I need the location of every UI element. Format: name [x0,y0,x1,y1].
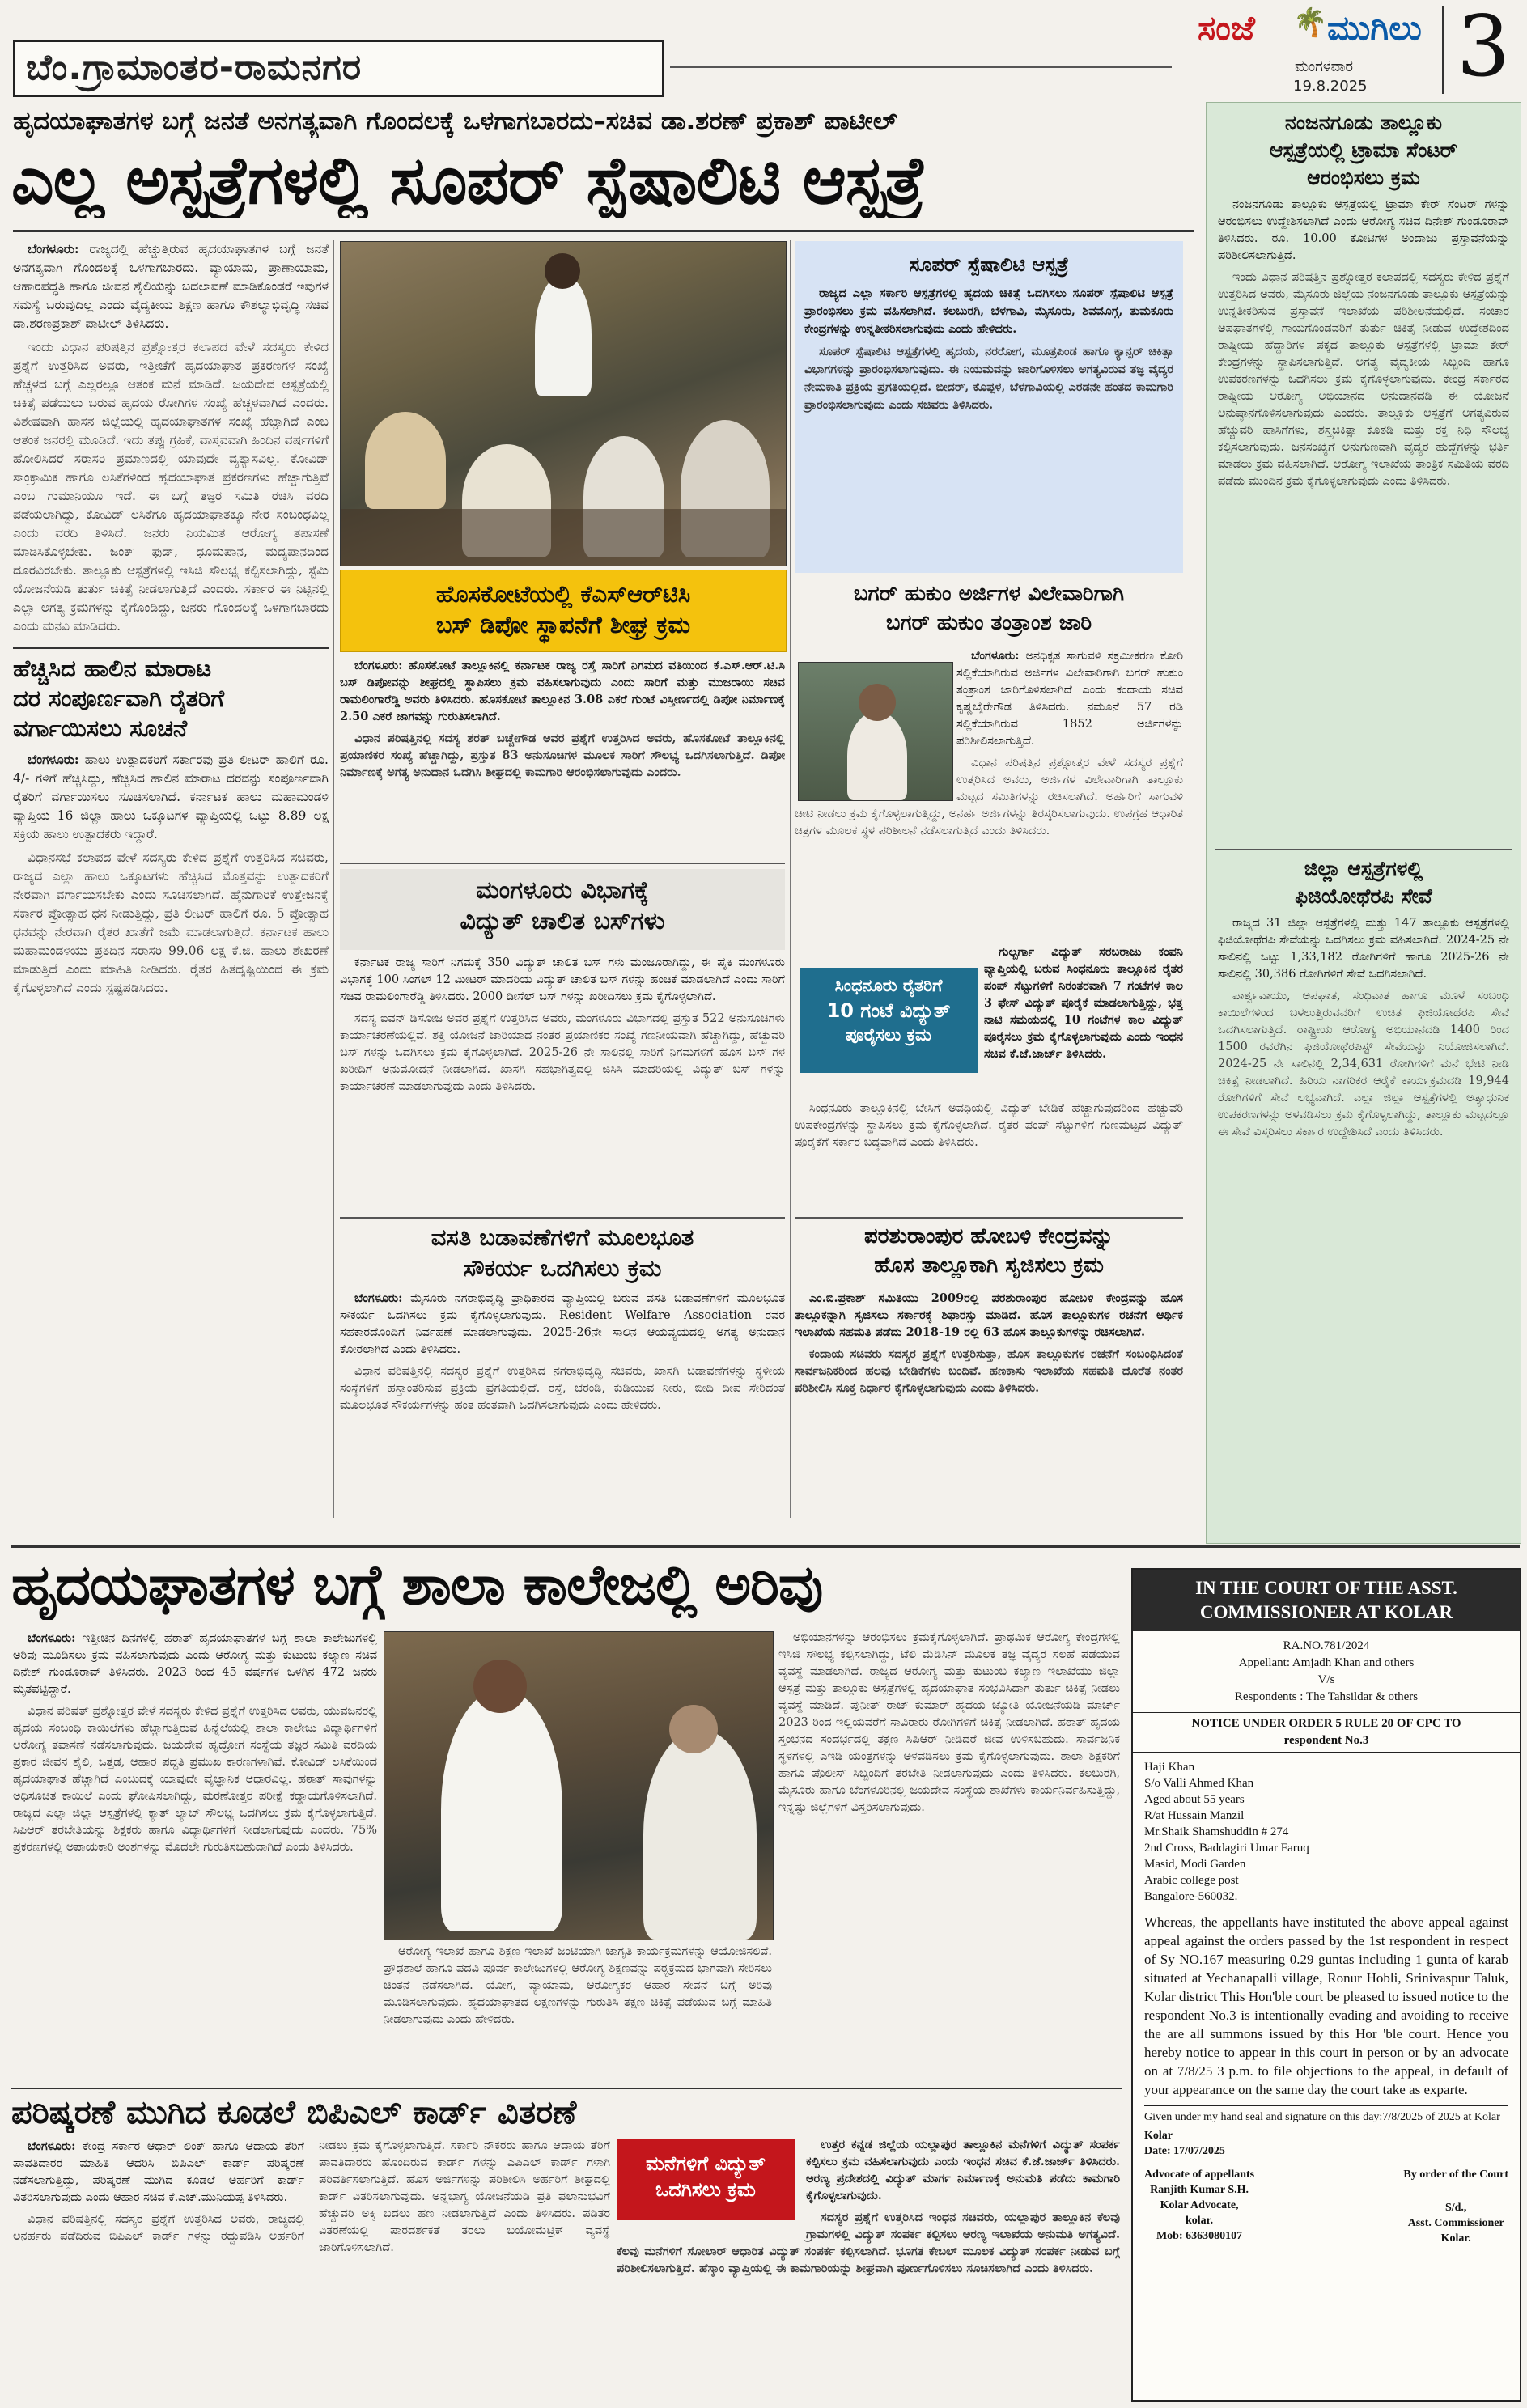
milk-headline-line1: ಹೆಚ್ಚಿಸಿದ ಹಾಲಿನ ಮಾರಾಟ [13,655,212,682]
lead-headline: ಎಲ್ಲ ಅಸ್ಪತ್ರೆಗಳಲ್ಲಿ ಸೂಪರ್ ಸ್ಪೆಷಾಲಿಟಿ ಆಸ್ಪತ್ರೆ [11,144,925,218]
electricity-story [617,2136,1120,2397]
court-case-no: RA.NO.781/2024 [1283,1639,1370,1652]
heart-school-body-continued: ವಿಧಾನ ಪರಿಷತ್ ಪ್ರಶ್ನೋತ್ತರ ವೇಳೆ ಸದಸ್ಯರು ಕೇಳಿದ ಪ್ರಶ್ನೆಗೆ ಉತ್ತರಿಸಿದ ಅವರು, ಯುವಜನರಲ್ಲಿ ಹೃದಯ ಸಂಬಂಧಿ ಕಾಯಿಲೆಗಳು ಹೆಚ್ಚಾಗುತ್ತಿರುವ ಹಿನ್ನೆಲೆಯಲ್ಲಿ ಶಾಲಾ ಕಾಲೇಜು ವಿದ್ಯಾರ್ಥಿಗಳಿಗೆ ಆರೋಗ್ಯ ತಪಾಸಣೆ ನಡೆಸಲಾಗುವುದು. ಜಯದೇವ ಹೃದ್ರೋಗ ಸಂಸ್ಥೆಯ ತಜ್ಞರ ಸಮಿತಿ ವರದಿಯ ಪ್ರಕಾರ ಜೀವನ ಶೈಲಿ, ಒತ್ತಡ, ಆಹಾರ ಪದ್ಧತಿ ಪ್ರಮುಖ ಕಾರಣಗಳಾಗಿವೆ. ಕೋವಿಡ್ ಲಸಿಕೆಯಿಂದ ಹೃದಯಾಘಾತ ಹೆಚ್ಚಾಗಿದೆ ಎಂಬುದಕ್ಕೆ ಯಾವುದೇ ವೈಜ್ಞಾನಿಕ ಆಧಾರವಿಲ್ಲ. ಹಠಾತ್ ಸಾವುಗಳನ್ನು ಅಧಿಸೂಚಿತ ಕಾಯಿಲೆ ಎಂದು ಘೋಷಿಸಲಾಗಿದ್ದು, ಮರಣೋತ್ತರ ಪರೀಕ್ಷೆ ಕಡ್ಡಾಯಗೊಳಿಸಲಾಗಿದೆ. ರಾಜ್ಯದ ಎಲ್ಲಾ ಜಿಲ್ಲಾ ಆಸ್ಪತ್ರೆಗಳಲ್ಲಿ ಕ್ಯಾತ್ ಲ್ಯಾಬ್ ಸೌಲಭ್ಯ ಒದಗಿಸಲು ಕ್ರಮ ಕೈಗೊಳ್ಳಲಾಗುತ್ತಿದೆ. ಸಿಪಿಆರ್ ತರಬೇತಿಯನ್ನು ಶಿಕ್ಷಕರು ಹಾಗೂ ವಿದ್ಯಾರ್ಥಿಗಳಿಗೆ ನೀಡಲಾಗುವುದು ಎಂದರು. 75% ಪ್ರಕರಣಗಳಲ್ಲಿ ಅಪಾಯಕಾರಿ ಅಂಶಗಳನ್ನು ಮೊದಲೇ ಗುರುತಿಸಬಹುದಾಗಿದೆ ಎಂದು ತಿಳಿಸಿದರು. [13,1705,377,1854]
court-address [1133,1759,1520,1905]
heart-school-body: ಇತ್ತೀಚಿನ ದಿನಗಳಲ್ಲಿ ಹಠಾತ್ ಹೃದಯಾಘಾತಗಳ ಬಗ್ಗೆ ಶಾಲಾ ಕಾಲೇಜುಗಳಲ್ಲಿ ಅರಿವು ಮೂಡಿಸಲು ಕ್ರಮ ವಹಿಸಲಾಗುವುದು ಎಂದು ಆರೋಗ್ಯ ಮತ್ತು ಕುಟುಂಬ ಕಲ್ಯಾಣ ಸಚಿವ ದಿನೇಶ್ ಗುಂಡೂರಾವ್ ತಿಳಿಸಿದರು. 2023 ರಿಂದ 45 ವರ್ಷಗಳ ಒಳಗಿನ 472 ಜನರು ಮೃತಪಟ್ಟಿದ್ದಾರೆ. [13,1632,377,1696]
nanjangud-headline-line1: ನಂಜನಗೂಡು ತಾಲ್ಲೂಕು [1284,111,1443,134]
super-specialty-box [795,241,1183,573]
mangaluru-headline-box [340,869,785,950]
physio-body: ರಾಜ್ಯದ 31 ಜಿಲ್ಲಾ ಆಸ್ಪತ್ರೆಗಳಲ್ಲಿ ಮತ್ತು 147 ತಾಲ್ಲೂಕು ಆಸ್ಪತ್ರೆಗಳಲ್ಲಿ ಫಿಜಿಯೋಥೆರಪಿ ಸೇವೆಯನ್ನು ಒದಗಿಸಲು ಕ್ರಮ ವಹಿಸಲಾಗಿದೆ. 2024-25 ನೇ ಸಾಲಿನಲ್ಲಿ ಒಟ್ಟು 1,33,182 ರೋಗಿಗಳಿಗೆ ಹಾಗೂ 2025-26 ನೇ ಸಾಲಿನಲ್ಲಿ 30,386 ರೋಗಿಗಳಿಗೆ ಸೇವೆ ಒದಗಿಸಲಾಗಿದೆ. [1218,917,1509,981]
court-vs: V/s [1317,1673,1335,1686]
heart-school-story-col2: ಆರೋಗ್ಯ ಇಲಾಖೆ ಹಾಗೂ ಶಿಕ್ಷಣ ಇಲಾಖೆ ಜಂಟಿಯಾಗಿ ಜಾಗೃತಿ ಕಾರ್ಯಕ್ರಮಗಳನ್ನು ಆಯೋಜಿಸಲಿವೆ. ಪ್ರೌಢಶಾಲೆ ಹಾಗೂ ಪದವಿ ಪೂರ್ವ ಕಾಲೇಜುಗಳಲ್ಲಿ ಆರೋಗ್ಯ ಶಿಕ್ಷಣವನ್ನು ಪಠ್ಯಕ್ರಮದ ಭಾಗವಾಗಿ ಸೇರಿಸಲು ಚಿಂತನೆ ನಡೆಸಲಾಗಿದೆ. ಯೋಗ, ವ್ಯಾಯಾಮ, ಆರೋಗ್ಯಕರ ಆಹಾರ ಸೇವನೆ ಬಗ್ಗೆ ಅರಿವು ಮೂಡಿಸಲಾಗುವುದು. ಹೃದಯಾಘಾತದ ಲಕ್ಷಣಗಳನ್ನು ಗುರುತಿಸಿ ತಕ್ಷಣ ಚಿಕಿತ್ಸೆ ಪಡೆಯುವ ಬಗ್ಗೆ ಮಾಹಿತಿ ನೀಡಲಾಗುವುದು ಎಂದು ಹೇಳಿದರು. [384,1945,772,2026]
mangaluru-body: ಕರ್ನಾಟಕ ರಾಜ್ಯ ಸಾರಿಗೆ ನಿಗಮಕ್ಕೆ 350 ವಿದ್ಯುತ್ ಚಾಲಿತ ಬಸ್ ಗಳು ಮಂಜೂರಾಗಿದ್ದು, ಈ ಪೈಕಿ ಮಂಗಳೂರು ವಿಭಾಗಕ್ಕೆ 100 ಸಿಂಗಲ್ 12 ಮೀಟರ್ ಮಾದರಿಯ ವಿದ್ಯುತ್ ಚಾಲಿತ ಬಸ್ ಗಳನ್ನು ಹಂಚಿಕೆ ಮಾಡಲಾಗಿದೆ ಎಂದು ಸಾರಿಗೆ ಸಚಿವ ರಾಮಲಿಂಗಾರೆಡ್ಡಿ ತಿಳಿಸಿದರು. 2000 ಡೀಸೆಲ್ ಬಸ್ ಗಳನ್ನು ಖರೀದಿಸಲು ಕ್ರಮ ಕೈಗೊಳ್ಳಲಾಗಿದೆ. [340,956,785,1003]
palm-icon: 🌴 [1293,6,1328,39]
court-date: Date: 17/07/2025 [1144,2145,1225,2157]
sindhanur-line3: ಪೂರೈಸಲು ಕ್ರಮ [846,1025,931,1045]
court-header [1133,1570,1520,1631]
bagar-headline-line2: ಬಗರ್ ಹುಕುಂ ತಂತ್ರಾಂಶ ಜಾರಿ [885,611,1092,635]
hostel-headline [340,1222,785,1287]
physio-headline-line2: ಫಿಜಿಯೋಥೆರಪಿ ಸೇವೆ [1295,884,1432,908]
bagar-body: ಅನಧಿಕೃತ ಸಾಗುವಳಿ ಸಕ್ರಮೀಕರಣ ಕೋರಿ ಸಲ್ಲಿಕೆಯಾಗಿರುವ ಅರ್ಜಿಗಳ ವಿಲೇವಾರಿಗಾಗಿ ಬಗರ್ ಹುಕುಂ ತಂತ್ರಾಂಶ ಜಾರಿಗೊಳಿಸಲಾಗಿದೆ ಎಂದು ಕಂದಾಯ ಸಚಿವ ಕೃಷ್ಣಬೈರೇಗೌಡ ತಿಳಿಸಿದರು. ನಮೂನೆ 57 ರಡಿ ಸಲ್ಲಿಕೆಯಾಗಿರುವ 1852 ಅರ್ಜಿಗಳನ್ನು ಪರಿಶೀಲಿಸಲಾಗುತ್ತಿದೆ. [956,650,1183,748]
mangaluru-body-continued: ಸದಸ್ಯ ಐವನ್ ಡಿಸೋಜ ಅವರ ಪ್ರಶ್ನೆಗೆ ಉತ್ತರಿಸಿದ ಅವರು, ಮಂಗಳೂರು ವಿಭಾಗದಲ್ಲಿ ಪ್ರಸ್ತುತ 522 ಅನುಸೂಚಿಗಳು ಕಾರ್ಯಾಚರಣೆಯಲ್ಲಿವೆ. ಶಕ್ತಿ ಯೋಜನೆ ಜಾರಿಯಾದ ನಂತರ ಪ್ರಯಾಣಿಕರ ಸಂಖ್ಯೆ ಗಣನೀಯವಾಗಿ ಹೆಚ್ಚಾಗಿದ್ದು, ಹೆಚ್ಚುವರಿ ಬಸ್ ಗಳನ್ನು ಒದಗಿಸಲು ಕ್ರಮ ಕೈಗೊಳ್ಳಲಾಗಿದೆ. 2025-26 ನೇ ಸಾಲಿನಲ್ಲಿ ಸಾರಿಗೆ ನಿಗಮಗಳಿಗೆ ಹೊಸ ಬಸ್ ಗಳ ಖರೀದಿಗೆ ಅನುಮೋದನೆ ನೀಡಲಾಗಿದೆ. ಖಾಸಗಿ ಸಹಭಾಗಿತ್ವದಲ್ಲಿ ಜಿಸಿಸಿ ಮಾದರಿಯಲ್ಲಿ ವಿದ್ಯುತ್ ಬಸ್ ಗಳನ್ನು ಕಾರ್ಯಾಚರಣೆ ಮಾಡಲಾಗುವುದು ಎಂದು ತಿಳಿಸಿದರು. [340,1012,785,1093]
court-body: Whereas, the appellants have instituted the above appeal against appeal against the orders passed by the 1st respondent in respect of Sy NO.167 measuring 0.29 guntas including 1 gunta of karab situated at Yechanapalli village, Ronur Hobli, Srinivaspur Taluk, Kolar district This Hon'ble court be pleased to issued notice to the respondent No.3 is intentionally evading and avoiding to receive the are all summons issued by this Hor 'ble court. Hence you hereby notice to appear in this court in person or by an advocate on at 7/8/25 3 p.m. to file objections to the appeal, in default of your appearance on the same day the court take as exparte. [1144,1914,1508,2097]
court-given: Given under my hand seal and signature on this day:7/8/2025 of 2025 at Kolar [1144,2111,1500,2123]
order-sd: S/d., [1444,2202,1467,2214]
physio-headline-line1: ಜಿಲ್ಲಾ ಆಸ್ಪತ್ರೆಗಳಲ್ಲಿ [1304,857,1423,880]
milk-headline-line2: ದರ ಸಂಪೂರ್ಣವಾಗಿ ರೈತರಿಗೆ [13,685,225,712]
heart-school-dateline: ಬೆಂಗಳೂರು: [28,1631,76,1645]
sindhanur-line2: 10 ಗಂಟೆ ವಿದ್ಯುತ್ [826,999,951,1022]
mangaluru-headline-line1: ಮಂಗಳೂರು ವಿಭಾಗಕ್ಕೆ [476,876,649,905]
electricity-body-continued: ಸದಸ್ಯರ ಪ್ರಶ್ನೆಗೆ ಉತ್ತರಿಸಿದ ಇಂಧನ ಸಚಿವರು, ಯಲ್ಲಾಪುರ ತಾಲ್ಲೂಕಿನ ಕೆಲವು ಗ್ರಾಮಗಳಲ್ಲಿ ವಿದ್ಯುತ್ ಸಂಪರ್ಕ ಕಲ್ಪಿಸಲು ಅರಣ್ಯ ಇಲಾಖೆಯ ಅನುಮತಿ ಅಗತ್ಯವಿದೆ. ಕೆಲವು ಮನೆಗಳಿಗೆ ಸೋಲಾರ್ ಆಧಾರಿತ ವಿದ್ಯುತ್ ಸಂಪರ್ಕ ಕಲ್ಪಿಸಲಾಗಿದೆ. ಭೂಗತ ಕೇಬಲ್ ಮೂಲಕ ವಿದ್ಯುತ್ ಸಂಪರ್ಕ ನೀಡುವ ಬಗ್ಗೆ ಪರಿಶೀಲಿಸಲಾಗುತ್ತಿದೆ. ಹೆಸ್ಕಾಂ ವ್ಯಾಪ್ತಿಯಲ್ಲಿ ಈ ಕಾಮಗಾರಿಯನ್ನು ಶೀಘ್ರವಾಗಿ ಪೂರ್ಣಗೊಳಿಸಲು ಸೂಚಿಸಲಾಗಿದೆ ಎಂದು ತಿಳಿಸಿದರು. [617,2211,1120,2275]
hoskote-headline-line1: ಹೊಸಕೋಟೆಯಲ್ಲಿ ಕೆಎಸ್‌ಆರ್‌ಟಿಸಿ [435,580,691,608]
hoskote-story [340,657,785,859]
order-label: By order of the Court [1403,2168,1508,2181]
parashurampura-headline-line1: ಪರಶುರಾಂಪುರ ಹೋಬಳಿ ಕೇಂದ್ರವನ್ನು [864,1224,1113,1249]
address-line: Haji Khan [1144,1761,1195,1774]
address-line: S/o Valli Ahmed Khan [1144,1777,1254,1790]
parashurampura-body-continued: ಕಂದಾಯ ಸಚಿವರು ಸದಸ್ಯರ ಪ್ರಶ್ನೆಗೆ ಉತ್ತರಿಸುತ್ತಾ, ಹೊಸ ತಾಲ್ಲೂಕುಗಳ ರಚನೆಗೆ ಸಂಬಂಧಿಸಿದಂತೆ ಸಾರ್ವಜನಿಕರಿಂದ ಹಲವು ಬೇಡಿಕೆಗಳು ಬಂದಿವೆ. ಹಣಕಾಸು ಇಲಾಖೆಯ ಸಹಮತಿ ದೊರೆತ ನಂತರ ಪರಿಶೀಲಿಸಿ ಸೂಕ್ತ ನಿರ್ಧಾರ ಕೈಗೊಳ್ಳಲಾಗುವುದು ಎಂದು ತಿಳಿಸಿದರು. [795,1347,1183,1395]
assembly-photo [340,241,787,566]
bpl-body-continued: ವಿಧಾನ ಪರಿಷತ್ತಿನಲ್ಲಿ ಸದಸ್ಯರ ಪ್ರಶ್ನೆಗೆ ಉತ್ತರಿಸಿದ ಅವರು, ರಾಜ್ಯದಲ್ಲಿ ಅನರ್ಹರು ಪಡೆದಿರುವ ಬಿಪಿಎಲ್ ಕಾರ್ಡ್ ಗಳನ್ನು ರದ್ದುಪಡಿಸಿ ಅರ್ಹರಿಗೆ ನೀಡಲು ಕ್ರಮ ಕೈಗೊಳ್ಳಲಾಗುತ್ತಿದೆ. ಸರ್ಕಾರಿ ನೌಕರರು ಹಾಗೂ ಆದಾಯ ತೆರಿಗೆ ಪಾವತಿದಾರರು ಹೊಂದಿರುವ ಕಾರ್ಡ್ ಗಳನ್ನು ಎಪಿಎಲ್ ಕಾರ್ಡ್ ಗಳಾಗಿ ಪರಿವರ್ತಿಸಲಾಗುತ್ತಿದೆ. ಹೊಸ ಅರ್ಜಿಗಳನ್ನು ಪರಿಶೀಲಿಸಿ ಅರ್ಹರಿಗೆ ಶೀಘ್ರದಲ್ಲಿ ಕಾರ್ಡ್ ವಿತರಿಸಲಾಗುವುದು. ಅನ್ನಭಾಗ್ಯ ಯೋಜನೆಯಡಿ ಪ್ರತಿ ಫಲಾನುಭವಿಗೆ ಹೆಚ್ಚುವರಿ ಅಕ್ಕಿ ಬದಲು ಹಣ ನೀಡಲಾಗುತ್ತಿದೆ ಎಂದು ತಿಳಿಸಿದರು. ಪಡಿತರ ವಿತರಣೆಯಲ್ಲಿ ಪಾರದರ್ಶಕತೆ ತರಲು ಬಯೋಮೆಟ್ರಿಕ್ ವ್ಯವಸ್ಥೆ ಜಾರಿಗೊಳಿಸಲಾಗಿದೆ. [13,2139,610,2254]
masthead-rule [670,66,1172,68]
lead-body: ರಾಜ್ಯದಲ್ಲಿ ಹೆಚ್ಚುತ್ತಿರುವ ಹೃದಯಾಘಾತಗಳ ಬಗ್ಗೆ ಜನತೆ ಅನಗತ್ಯವಾಗಿ ಗೊಂದಲಕ್ಕೆ ಒಳಗಾಗಬಾರದು. ವ್ಯಾಯಾಮ, ಪ್ರಾಣಾಯಾಮ, ಆಹಾರಪದ್ಧತಿ ಹಾಗೂ ಜೀವನ ಶೈಲಿಯನ್ನು ಬದಲಾವಣೆ ಮಾಡಿಕೊಂಡರೆ ಇವುಗಳ ಸಮಸ್ಯೆ ಬರುವುದಿಲ್ಲ ಎಂದು ವೈದ್ಯಕೀಯ ಶಿಕ್ಷಣ ಹಾಗೂ ಕೌಶಲ್ಯಾಭಿವೃದ್ಧಿ ಸಚಿವ ಡಾ.ಶರಣಪ್ರಕಾಶ್ ಪಾಟೀಲ್ ತಿಳಿಸಿದರು. [13,242,329,331]
court-title-line2: COMMISSIONER AT KOLAR [1199,1602,1453,1622]
address-line: Aged about 55 years [1144,1793,1245,1806]
advocate-place: kolar. [1186,2215,1214,2227]
bpl-rule [11,2088,1122,2089]
hoskote-headline-line2: ಬಸ್ ಡಿಪೋ ಸ್ಥಾಪನೆಗೆ ಶೀಘ್ರ ಕ್ರಮ [435,611,691,638]
parashurampura-headline-line2: ಹೊಸ ತಾಲ್ಲೂಕಾಗಿ ಸೃಜಿಸಲು ಕ್ರಮ [874,1253,1104,1278]
parashurampura-headline [795,1222,1183,1287]
advocate-title: Advocate of appellants [1144,2168,1255,2181]
hostel-headline-line1: ವಸತಿ ಬಡಾವಣೆಗಳಿಗೆ ಮೂಲಭೂತ [431,1223,694,1251]
bpl-story [13,2138,610,2397]
hoskote-dateline: ಬೆಂಗಳೂರು: [354,659,403,672]
heart-school-story-col1 [13,1630,377,2083]
bagar-body-continued: ವಿಧಾನ ಪರಿಷತ್ತಿನ ಪ್ರಶ್ನೋತ್ತರ ವೇಳೆ ಸದಸ್ಯರ ಪ್ರಶ್ನೆಗೆ ಉತ್ತರಿಸಿದ ಅವರು, ಅರ್ಜಿಗಳ ವಿಲೇವಾರಿಗಾಗಿ ತಾಲ್ಲೂಕು ಮಟ್ಟದ ಸಮಿತಿಗಳನ್ನು ರಚಿಸಲಾಗಿದೆ. ಅರ್ಹರಿಗೆ ಸಾಗುವಳಿ ಚೀಟಿ ನೀಡಲು ಕ್ರಮ ಕೈಗೊಳ್ಳಲಾಗುತ್ತಿದ್ದು, ಅನರ್ಹ ಅರ್ಜಿಗಳನ್ನು ತಿರಸ್ಕರಿಸಲಾಗುವುದು. ಉಪಗ್ರಹ ಆಧಾರಿತ ಚಿತ್ರಗಳ ಮೂಲಕ ಸ್ಥಳ ಪರಿಶೀಲನೆ ನಡೆಸಲಾಗುತ್ತಿದೆ ಎಂದು ತಿಳಿಸಿದರು. [795,757,1183,837]
nanjangud-body-continued: ಇಂದು ವಿಧಾನ ಪರಿಷತ್ತಿನ ಪ್ರಶ್ನೋತ್ತರ ಕಲಾಪದಲ್ಲಿ ಸದಸ್ಯರು ಕೇಳಿದ ಪ್ರಶ್ನೆಗೆ ಉತ್ತರಿಸಿದ ಅವರು, ಮೈಸೂರು ಜಿಲ್ಲೆಯ ನಂಜನಗೂಡು ತಾಲ್ಲೂಕು ಆಸ್ಪತ್ರೆಯನ್ನು ಉನ್ನತೀಕರಿಸುವ ಪ್ರಸ್ತಾವನೆ ಇಲಾಖೆಯ ಪರಿಶೀಲನೆಯಲ್ಲಿದೆ. ಸಂಚಾರ ಅಪಘಾತಗಳಲ್ಲಿ ಗಾಯಗೊಂಡವರಿಗೆ ತುರ್ತು ಚಿಕಿತ್ಸೆ ನೀಡುವ ಉದ್ದೇಶದಿಂದ ರಾಷ್ಟ್ರೀಯ ಹೆದ್ದಾರಿಗಳ ಪಕ್ಕದ ತಾಲ್ಲೂಕು ಆಸ್ಪತ್ರೆಗಳಲ್ಲಿ ಟ್ರಾಮಾ ಕೇರ್ ಕೇಂದ್ರಗಳನ್ನು ಸ್ಥಾಪಿಸಲಾಗುತ್ತಿದೆ. ಅಗತ್ಯ ವೈದ್ಯಕೀಯ ಸಿಬ್ಬಂದಿ ಹಾಗೂ ಉಪಕರಣಗಳನ್ನು ಒದಗಿಸಲು ಕ್ರಮ ಕೈಗೊಳ್ಳಲಾಗುವುದು. ಕೇಂದ್ರ ಸರ್ಕಾರದ ರಾಷ್ಟ್ರೀಯ ಆರೋಗ್ಯ ಅಭಿಯಾನದ ಅನುದಾನದಡಿ ಈ ಯೋಜನೆ ಅನುಷ್ಠಾನಗೊಳಿಸಲಾಗುವುದು ಎಂದರು. ತಾಲ್ಲೂಕು ಆಸ್ಪತ್ರೆಗೆ ಅಗತ್ಯವಿರುವ ಹೆಚ್ಚುವರಿ ಹಾಸಿಗೆಗಳು, ಶಸ್ತ್ರಚಿಕಿತ್ಸಾ ಕೊಠಡಿ ಮತ್ತು ರಕ್ತ ನಿಧಿ ಸೌಲಭ್ಯ ಕಲ್ಪಿಸಲಾಗುವುದು. ಜನಸಂಖ್ಯೆಗೆ ಅನುಗುಣವಾಗಿ ವೈದ್ಯರ ಹುದ್ದೆಗಳನ್ನು ಭರ್ತಿ ಮಾಡಲು ಕ್ರಮ ವಹಿಸಲಾಗಿದೆ. ಆರೋಗ್ಯ ಇಲಾಖೆಯ ತಾಂತ್ರಿಕ ಸಮಿತಿಯ ವರದಿ ಪಡೆದು ಮುಂದಿನ ಕ್ರಮ ಕೈಗೊಳ್ಳಲಾಗುವುದು ಎಂದು ತಿಳಿಸಿದರು. [1218,271,1509,488]
right-sidebar [1206,102,1521,1544]
court-notice-line1: NOTICE UNDER ORDER 5 RULE 20 OF CPC TO [1191,1717,1461,1730]
heart-school-story-col3: ಅಭಿಯಾನಗಳನ್ನು ಆರಂಭಿಸಲು ಕ್ರಮಕೈಗೊಳ್ಳಲಾಗಿದೆ. ಪ್ರಾಥಮಿಕ ಆರೋಗ್ಯ ಕೇಂದ್ರಗಳಲ್ಲಿ ಇಸಿಜಿ ಸೌಲಭ್ಯ ಕಲ್ಪಿಸಲಾಗಿದ್ದು, ಟೆಲಿ ಮೆಡಿಸಿನ್ ಮೂಲಕ ತಜ್ಞ ವೈದ್ಯರ ಸಲಹೆ ಪಡೆಯುವ ವ್ಯವಸ್ಥೆ ಮಾಡಲಾಗಿದೆ. ರಾಜ್ಯದ ಆರೋಗ್ಯ ಮತ್ತು ಕುಟುಂಬ ಕಲ್ಯಾಣ ಇಲಾಖೆಯು ಜಿಲ್ಲಾ ಆಸ್ಪತ್ರೆ ಮತ್ತು ತಾಲ್ಲೂಕು ಆಸ್ಪತ್ರೆಗಳಲ್ಲಿ ಹೃದಯಾಘಾತ ಸಂಭವಿಸಿದಾಗ ತುರ್ತು ಚಿಕಿತ್ಸೆ ನೀಡಲು ವ್ಯವಸ್ಥೆ ಮಾಡಿದೆ. ಪುನೀತ್ ರಾಜ್ ಕುಮಾರ್ ಹೃದಯ ಜ್ಯೋತಿ ಯೋಜನೆಯಡಿ ಮಾರ್ಚ್ 2023 ರಿಂದ ಇಲ್ಲಿಯವರೆಗೆ ಸಾವಿರಾರು ರೋಗಿಗಳಿಗೆ ಚಿಕಿತ್ಸೆ ನೀಡಲಾಗಿದೆ. ಹಠಾತ್ ಹೃದಯ ಸ್ತಂಭನದ ಸಂದರ್ಭದಲ್ಲಿ ತಕ್ಷಣ ಸಿಪಿಆರ್ ನೀಡಿದರೆ ಜೀವ ಉಳಿಸಬಹುದು. ಸಾರ್ವಜನಿಕ ಸ್ಥಳಗಳಲ್ಲಿ ಎಇಡಿ ಯಂತ್ರಗಳನ್ನು ಅಳವಡಿಸಲು ಕ್ರಮ ಕೈಗೊಳ್ಳಲಾಗುವುದು. ಶಾಲಾ ಶಿಕ್ಷಕರಿಗೆ ಹಾಗೂ ಪೊಲೀಸ್ ಸಿಬ್ಬಂದಿಗೆ ತರಬೇತಿ ನೀಡಲಾಗುವುದು ಎಂದು ತಿಳಿಸಿದರು. ಕಲಬುರಗಿ, ಮೈಸೂರು ಹಾಗೂ ಬೆಂಗಳೂರಿನಲ್ಲಿ ಜಯದೇವ ಸಂಸ್ಥೆಯ ಶಾಖೆಗಳು ಕಾರ್ಯನಿರ್ವಹಿಸುತ್ತಿದ್ದು, ಇನ್ನಷ್ಟು ಜಿಲ್ಲೆಗಳಿಗೆ ವಿಸ್ತರಿಸಲಾಗುವುದು. [778,1631,1120,1814]
super-specialty-body-continued: ಸೂಪರ್ ಸ್ಪೆಷಾಲಿಟಿ ಆಸ್ಪತ್ರೆಗಳಲ್ಲಿ ಹೃದಯ, ನರರೋಗ, ಮೂತ್ರಪಿಂಡ ಹಾಗೂ ಕ್ಯಾನ್ಸರ್ ಚಿಕಿತ್ಸಾ ವಿಭಾಗಗಳನ್ನು ಪ್ರಾರಂಭಿಸಲಾಗುವುದು. ಈ ನಿಯಮವನ್ನು ಜಾರಿಗೊಳಿಸಲು ಅಗತ್ಯವಿರುವ ತಜ್ಞ ವೈದ್ಯರ ನೇಮಕಾತಿ ಪ್ರಕ್ರಿಯೆ ಪ್ರಗತಿಯಲ್ಲಿದೆ. ಬೀದರ್, ಕೊಪ್ಪಳ, ಬೆಳಗಾವಿಯಲ್ಲಿ ಎರಡನೇ ಹಂತದ ಕಾಮಗಾರಿ ಪ್ರಾರಂಭಿಸಲಾಗುವುದು ಎಂದು ಸಚಿವರು ತಿಳಿಸಿದರು. [804,345,1173,412]
masthead [0,0,1527,105]
section-label-box [13,40,664,97]
physio-body-continued: ಪಾರ್ಶ್ವವಾಯು, ಅಪಘಾತ, ಸಂಧಿವಾತ ಹಾಗೂ ಮೂಳೆ ಸಂಬಂಧಿ ಕಾಯಿಲೆಗಳಿಂದ ಬಳಲುತ್ತಿರುವವರಿಗೆ ಉಚಿತ ಫಿಜಿಯೋಥೆರಪಿ ಸೇವೆ ಒದಗಿಸಲಾಗುತ್ತಿದೆ. ರಾಷ್ಟ್ರೀಯ ಆರೋಗ್ಯ ಅಭಿಯಾನದಡಿ 1400 ರಿಂದ 1500 ರವರೆಗಿನ ಫಿಜಿಯೋಥೆರಪಿಸ್ಟ್ ಸೇವೆಯನ್ನು ನಿಯೋಜಿಸಲಾಗಿದೆ. 2024-25 ನೇ ಸಾಲಿನಲ್ಲಿ 2,34,631 ರೋಗಿಗಳಿಗೆ ಮನೆ ಭೇಟಿ ನೀಡಿ ಚಿಕಿತ್ಸೆ ನೀಡಲಾಗಿದೆ. ಹಿರಿಯ ನಾಗರಿಕರ ಆರೈಕೆ ಕಾರ್ಯಕ್ರಮದಡಿ 19,944 ರೋಗಿಗಳಿಗೆ ಸೇವೆ ಲಭ್ಯವಾಗಿದೆ. ಎಲ್ಲಾ ಜಿಲ್ಲಾ ಆಸ್ಪತ್ರೆಗಳಲ್ಲಿ ಅತ್ಯಾಧುನಿಕ ಉಪಕರಣಗಳನ್ನು ಅಳವಡಿಸಲು ಕ್ರಮ ಕೈಗೊಳ್ಳಲಾಗಿದ್ದು, ತಾಲ್ಲೂಕು ಮಟ್ಟದಲ್ಲೂ ಈ ಸೇವೆ ವಿಸ್ತರಿಸಲು ಸರ್ಕಾರ ಉದ್ದೇಶಿಸಿದೆ ಎಂದು ತಿಳಿಸಿದರು. [1218,990,1509,1138]
mangaluru-story [340,955,785,1214]
court-appellant: Appellant: Amjadh Khan and others [1238,1656,1415,1669]
court-title-line1: IN THE COURT OF THE ASST. [1195,1578,1457,1598]
hoskote-body-continued: ವಿಧಾನ ಪರಿಷತ್ತಿನಲ್ಲಿ ಸದಸ್ಯ ಶರತ್ ಬಚ್ಚೇಗೌಡ ಅವರ ಪ್ರಶ್ನೆಗೆ ಉತ್ತರಿಸಿದ ಅವರು, ಹೊಸಕೋಟೆ ತಾಲ್ಲೂಕಿನಲ್ಲಿ ಪ್ರಯಾಣಿಕರ ಸಂಖ್ಯೆ ಹೆಚ್ಚಾಗಿದ್ದು, ಪ್ರಸ್ತುತ 83 ಅನುಸೂಚಿಗಳ ಮೂಲಕ ಸಾರಿಗೆ ಸೌಲಭ್ಯ ಒದಗಿಸಲಾಗುತ್ತಿದೆ. ಡಿಪೋ ನಿರ್ಮಾಣಕ್ಕೆ ಅಗತ್ಯ ಅನುದಾನ ಒದಗಿಸಿ ಶೀಘ್ರದಲ್ಲಿ ಕಾಮಗಾರಿ ಆರಂಭಿಸಲಾಗುವುದು ಎಂದರು. [340,731,785,779]
issue-date: 19.8.2025 [1293,78,1368,95]
parashurampura-body: ಎಂ.ಬಿ.ಪ್ರಕಾಶ್ ಸಮಿತಿಯು 2009ರಲ್ಲಿ ಪರಶುರಾಂಪುರ ಹೋಬಳಿ ಕೇಂದ್ರವನ್ನು ಹೊಸ ತಾಲ್ಲೂಕನ್ನಾಗಿ ಸೃಜಿಸಲು ಸರ್ಕಾರಕ್ಕೆ ಶಿಫಾರಸ್ಸು ಮಾಡಿದೆ. ಹೊಸ ತಾಲ್ಲೂಕುಗಳ ರಚನೆಗೆ ಆರ್ಥಿಕ ಇಲಾಖೆಯ ಸಹಮತಿ ಪಡೆದು 2018-19 ರಲ್ಲಿ 63 ಹೊಸ ತಾಲ್ಲೂಕುಗಳನ್ನು ರಚಿಸಲಾಗಿದೆ. [795,1291,1183,1339]
court-notice-line2: respondent No.3 [1283,1734,1369,1747]
address-line: Masid, Modi Garden [1144,1858,1246,1871]
address-line: Mr.Shaik Shamshuddin # 274 [1144,1825,1289,1838]
issue-day: ಮಂಗಳವಾರ [1295,58,1354,75]
bpl-headline: ಪರಿಷ್ಕರಣೆ ಮುಗಿದ ಕೂಡಲೆ ಬಿಪಿಎಲ್ ಕಾರ್ಡ್ ವಿತರಣೆ [11,2094,577,2131]
court-notice [1131,1568,1521,2402]
hoskote-rule [340,863,785,864]
section-label: ಬೆಂ.ಗ್ರಾಮಾಂತರ-ರಾಮನಗರ [26,47,363,88]
lead-dateline: ಬೆಂಗಳೂರು: [28,241,79,256]
bagar-dateline: ಬೆಂಗಳೂರು: [971,649,1020,663]
super-specialty-body: ರಾಜ್ಯದ ಎಲ್ಲಾ ಸರ್ಕಾರಿ ಆಸ್ಪತ್ರೆಗಳಲ್ಲಿ ಹೃದಯ ಚಿಕಿತ್ಸೆ ಒದಗಿಸಲು ಸೂಪರ್ ಸ್ಪೆಷಾಲಿಟಿ ಆಸ್ಪತ್ರೆ ಪ್ರಾರಂಭಿಸಲು ಕ್ರಮ ವಹಿಸಲಾಗಿದೆ. ಕಲಬುರಗಿ, ಬೆಳಗಾವಿ, ಮೈಸೂರು, ಶಿವಮೊಗ್ಗ, ತುಮಕೂರು ಕೇಂದ್ರಗಳನ್ನು ಉನ್ನತೀಕರಿಸಲಾಗುವುದು ಎಂದು ಹೇಳಿದರು. [804,286,1173,336]
address-line: 2nd Cross, Baddagiri Umar Faruq [1144,1842,1309,1855]
hostel-body-continued: ವಿಧಾನ ಪರಿಷತ್ತಿನಲ್ಲಿ ಸದಸ್ಯರ ಪ್ರಶ್ನೆಗೆ ಉತ್ತರಿಸಿದ ನಗರಾಭಿವೃದ್ಧಿ ಸಚಿವರು, ಖಾಸಗಿ ಬಡಾವಣೆಗಳನ್ನು ಸ್ಥಳೀಯ ಸಂಸ್ಥೆಗಳಿಗೆ ಹಸ್ತಾಂತರಿಸುವ ಪ್ರಕ್ರಿಯೆ ಪ್ರಗತಿಯಲ್ಲಿದೆ. ರಸ್ತೆ, ಚರಂಡಿ, ಕುಡಿಯುವ ನೀರು, ಬೀದಿ ದೀಪ ಸೇರಿದಂತೆ ಮೂಲಭೂತ ಸೌಕರ್ಯಗಳನ್ನು ಹಂತ ಹಂತವಾಗಿ ಒದಗಿಸಲಾಗುವುದು ಎಂದು ಹೇಳಿದರು. [340,1365,785,1412]
hostel-story [340,1290,785,1521]
sindhanur-story [795,943,1183,1097]
mangaluru-headline-line2: ವಿದ್ಯುತ್ ಚಾಲಿತ ಬಸ್‌ಗಳು [460,907,665,935]
heart-school-headline: ಹೃದಯಘಾತಗಳ ಬಗ್ಗೆ ಶಾಲಾ ಕಾಲೇಜಲ್ಲಿ ಅರಿವು [11,1554,823,1617]
page-divider [1442,6,1444,94]
sindhanur-line1: ಸಿಂಧನೂರು ರೈತರಿಗೆ [834,976,943,995]
sindhanur-rule [795,1217,1183,1219]
milk-story [13,647,329,998]
sindhanur-body: ಗುಲ್ಬರ್ಗಾ ವಿದ್ಯುತ್ ಸರಬರಾಜು ಕಂಪನಿ ವ್ಯಾಪ್ತಿಯಲ್ಲಿ ಬರುವ ಸಿಂಧನೂರು ತಾಲ್ಲೂಕಿನ ರೈತರ ಪಂಪ್ ಸೆಟ್ಟುಗಳಿಗೆ ನಿರಂತರವಾಗಿ 7 ಗಂಟೆಗಳ ಕಾಲ 3 ಫೇಸ್ ವಿದ್ಯುತ್ ಪೂರೈಕೆ ಮಾಡಲಾಗುತ್ತಿದ್ದು, ಭತ್ತ ನಾಟಿ ಸಮಯದಲ್ಲಿ 10 ಗಂಟೆಗಳ ಕಾಲ ವಿದ್ಯುತ್ ಪೂರೈಸಲು ಕ್ರಮ ಕೈಗೊಳ್ಳಲಾಗುವುದು ಎಂದು ಇಂಧನ ಸಚಿವ ಕೆ.ಜೆ.ಜಾರ್ಜ್ ತಿಳಿಸಿದರು. [984,945,1183,1061]
super-specialty-title: ಸೂಪರ್ ಸ್ಪೆಷಾಲಿಟಿ ಆಸ್ಪತ್ರೆ [909,253,1069,276]
bagar-headline-line1: ಬಗರ್ ಹುಕುಂ ಅರ್ಜಿಗಳ ವಿಲೇವಾರಿಗಾಗಿ [853,582,1125,606]
bpl-dateline: ಬೆಂಗಳೂರು: [28,2139,76,2153]
paper-name-right: ಮುಗಿಲು [1327,8,1422,48]
electricity-line1: ಮನೆಗಳಿಗೆ ವಿದ್ಯುತ್ [646,2152,766,2175]
court-place: Kolar [1144,2130,1173,2142]
parashurampura-story [795,1290,1183,1521]
lead-story-column [13,240,329,1524]
advocate-mobile: Mob: 6363080107 [1156,2230,1243,2242]
hoskote-body: ಹೊಸಕೋಟೆ ತಾಲ್ಲೂಕಿನಲ್ಲಿ ಕರ್ನಾಟಕ ರಾಜ್ಯ ರಸ್ತೆ ಸಾರಿಗೆ ನಿಗಮದ ವತಿಯಿಂದ ಕೆ.ಎಸ್.ಆರ್.ಟಿ.ಸಿ ಬಸ್ ಡಿಪೋವನ್ನು ಶೀಘ್ರದಲ್ಲಿ ಸ್ಥಾಪಿಸಲು ಕ್ರಮ ವಹಿಸಲಾಗುವುದು ಎಂದು ಸಾರಿಗೆ ಮತ್ತು ಮುಜರಾಯಿ ಸಚಿವ ರಾಮಲಿಂಗಾರೆಡ್ಡಿ ಅವರು ತಿಳಿಸಿದರು. ಹೊಸಕೋಟೆ ತಾಲ್ಲೂಕಿನ 3.08 ಎಕರೆ ಗುಂಟೆ ವಿಸ್ತೀರ್ಣದಲ್ಲಿ ಡಿಪೋ ನಿರ್ಮಾಣಕ್ಕೆ 2.50 ಎಕರೆ ಜಾಗವನ್ನು ಗುರುತಿಸಲಾಗಿದೆ. [340,659,785,723]
nanjangud-headline [1207,109,1521,192]
health-minister-photo [384,1631,774,1940]
order-commissioner-place: Kolar. [1440,2232,1471,2245]
bpl-body: ಕೇಂದ್ರ ಸರ್ಕಾರ ಆಧಾರ್ ಲಿಂಕ್ ಹಾಗೂ ಆದಾಯ ತೆರಿಗೆ ಪಾವತಿದಾರರ ಮಾಹಿತಿ ಆಧರಿಸಿ ಬಿಪಿಎಲ್ ಕಾರ್ಡ್ ಪರಿಷ್ಕರಣೆ ನಡೆಸಲಾಗುತ್ತಿದ್ದು, ಪರಿಷ್ಕರಣೆ ಮುಗಿದ ಕೂಡಲೆ ಅರ್ಹರಿಗೆ ಕಾರ್ಡ್ ವಿತರಿಸಲಾಗುವುದು ಎಂದು ಆಹಾರ ಸಚಿವ ಕೆ.ಎಚ್.ಮುನಿಯಪ್ಪ ತಿಳಿಸಿದರು. [13,2140,305,2204]
milk-body-continued: ವಿಧಾನಸಭೆ ಕಲಾಪದ ವೇಳೆ ಸದಸ್ಯರು ಕೇಳಿದ ಪ್ರಶ್ನೆಗೆ ಉತ್ತರಿಸಿದ ಸಚಿವರು, ರಾಜ್ಯದ ಎಲ್ಲಾ ಹಾಲು ಒಕ್ಕೂಟಗಳು ಹೆಚ್ಚಿಸಿದ ಮೊತ್ತವನ್ನು ಉತ್ಪಾದಕರಿಗೆ ನೇರವಾಗಿ ವರ್ಗಾಯಿಸಬೇಕು ಎಂದು ಸೂಚಿಸಲಾಗಿದೆ. ಹೈನುಗಾರಿಕೆ ಉತ್ತೇಜನಕ್ಕೆ ಸರ್ಕಾರ ಪ್ರೋತ್ಸಾಹ ಧನ ನೀಡುತ್ತಿದ್ದು, ಪ್ರತಿ ಲೀಟರ್ ಹಾಲಿಗೆ ರೂ. 5 ಪ್ರೋತ್ಸಾಹ ಧನವನ್ನು ನೇರವಾಗಿ ರೈತರ ಖಾತೆಗೆ ಜಮೆ ಮಾಡಲಾಗುತ್ತಿದೆ. ಕರ್ನಾಟಕ ಹಾಲು ಮಹಾಮಂಡಳಿಯು ಪ್ರತಿದಿನ ಸರಾಸರಿ 99.06 ಲಕ್ಷ ಕೆ.ಜಿ. ಹಾಲು ಶೇಖರಣೆ ಮಾಡುತ್ತಿದೆ ಎಂದು ಮಾಹಿತಿ ನೀಡಿದರು. ರೈತರ ಹಿತದೃಷ್ಟಿಯಿಂದ ಈ ಕ್ರಮ ಕೈಗೊಳ್ಳಲಾಗಿದೆ ಎಂದು ಸ್ಪಷ್ಟಪಡಿಸಿದರು. [13,850,329,995]
paper-logo [1198,5,1457,61]
electricity-body: ಉತ್ತರ ಕನ್ನಡ ಜಿಲ್ಲೆಯ ಯಲ್ಲಾಪುರ ತಾಲ್ಲೂಕಿನ ಮನೆಗಳಿಗೆ ವಿದ್ಯುತ್ ಸಂಪರ್ಕ ಕಲ್ಪಿಸಲು ಕ್ರಮ ವಹಿಸಲಾಗುವುದು ಎಂದು ಇಂಧನ ಸಚಿವ ಕೆ.ಜೆ.ಜಾರ್ಜ್ ತಿಳಿಸಿದರು. ಅರಣ್ಯ ಪ್ರದೇಶದಲ್ಲಿ ವಿದ್ಯುತ್ ಮಾರ್ಗ ನಿರ್ಮಾಣಕ್ಕೆ ಅನುಮತಿ ಪಡೆದು ಕಾಮಗಾರಿ ಕೈಗೊಳ್ಳಲಾಗುವುದು. [806,2138,1120,2202]
lower-section-rule [11,1545,1520,1548]
physio-story [1207,910,1521,1551]
bagar-story [795,647,1183,939]
advocate-name: Ranjith Kumar S.H. [1150,2184,1249,2196]
advocate-role: Kolar Advocate, [1160,2199,1239,2211]
address-line: Arabic college post [1144,1874,1239,1887]
court-advocate [1144,2167,1254,2246]
hostel-headline-line2: ಸೌಕರ್ಯ ಒದಗಿಸಲು ಕ್ರಮ [463,1254,662,1282]
hostel-dateline: ಬೆಂಗಳೂರು: [354,1291,403,1305]
address-line: Bangalore-560032. [1144,1890,1238,1903]
electricity-line2: ಒದಗಿಸಲು ಕ್ರಮ [655,2178,756,2201]
physio-headline [1215,849,1512,910]
address-line: R/at Hussain Manzil [1144,1809,1245,1822]
bagar-headline [795,579,1183,644]
nanjangud-headline-line3: ಆರಂಭಿಸಲು ಕ್ರಮ [1307,166,1420,189]
lead-kicker: ಹೃದಯಾಘಾತಗಳ ಬಗ್ಗೆ ಜನತೆ ಅನಗತ್ಯವಾಗಿ ಗೊಂದಲಕ್ಕೆ ಒಳಗಾಗಬಾರದು–ಸಚಿವ ಡಾ.ಶರಣ್ ಪ್ರಕಾಶ್ ಪಾಟೀಲ್ [13,107,897,136]
mangaluru-rule [340,1217,785,1219]
court-order [1403,2167,1508,2246]
milk-body: ಹಾಲು ಉತ್ಪಾದಕರಿಗೆ ಸರ್ಕಾರವು ಪ್ರತಿ ಲೀಟರ್ ಹಾಲಿಗೆ ರೂ. 4/- ಗಳಿಗೆ ಹೆಚ್ಚಿಸಿದ್ದು, ಹೆಚ್ಚಿಸಿದ ಹಾಲಿನ ಮಾರಾಟ ದರವನ್ನು ಸಂಪೂರ್ಣವಾಗಿ ರೈತರಿಗೆ ವರ್ಗಾಯಿಸಲು ಸೂಚಿಸಲಾಗಿದೆ. ಕರ್ನಾಟಕ ಹಾಲು ಮಹಾಮಂಡಳಿ ವ್ಯಾಪ್ತಿಯ 16 ಜಿಲ್ಲಾ ಹಾಲು ಒಕ್ಕೂಟಗಳ ವ್ಯಾಪ್ತಿಯಲ್ಲಿ ಒಟ್ಟು 8.89 ಲಕ್ಷ ಸಕ್ರಿಯ ಹಾಲು ಉತ್ಪಾದಕರು ಇದ್ದಾರೆ. [13,752,329,842]
lead-body-continued: ಇಂದು ವಿಧಾನ ಪರಿಷತ್ತಿನ ಪ್ರಶ್ನೋತ್ತರ ಕಲಾಪದ ವೇಳೆ ಸದಸ್ಯರು ಕೇಳಿದ ಪ್ರಶ್ನೆಗೆ ಉತ್ತರಿಸಿದ ಅವರು, ಇತ್ತೀಚೆಗೆ ಹೃದಯಾಘಾತ ಪ್ರಕರಣಗಳ ಸಂಖ್ಯೆ ಹೆಚ್ಚಳದ ಬಗ್ಗೆ ಎಲ್ಲರಲ್ಲೂ ಆತಂಕ ಮನೆ ಮಾಡಿದೆ. ಜಯದೇವ ಆಸ್ಪತ್ರೆಯಲ್ಲಿ ಚಿಕಿತ್ಸೆ ಪಡೆಯಲು ಬರುವ ಹೃದಯ ರೋಗಿಗಳ ಸಂಖ್ಯೆ ಹೆಚ್ಚಳವಾಗಿದೆ ಎಂದರು. ವಿಶೇಷವಾಗಿ ಹಾಸನ ಜಿಲ್ಲೆಯಲ್ಲಿ ಹೃದಯಾಘಾತಗಳ ಸಂಖ್ಯೆ ಹೆಚ್ಚಾಗಿದೆ ಎಂಬ ಆತಂಕ ಜನರಲ್ಲಿ ಮೂಡಿದೆ. ಇದು ತಪ್ಪು ಗ್ರಹಿಕೆ, ವಾಸ್ತವವಾಗಿ ಹಿಂದಿನ ವರ್ಷಗಳಿಗೆ ಹೋಲಿಸಿದರೆ ಸರಾಸರಿ ಪ್ರಮಾಣದಲ್ಲಿ ಯಾವುದೇ ವ್ಯತ್ಯಾಸವಿಲ್ಲ. ಕೋವಿಡ್ ಸಾಂಕ್ರಾಮಿಕ ಹಾಗೂ ಲಸಿಕೆಗಳಿಂದ ಹೃದಯಾಘಾತ ಪ್ರಕರಣಗಳು ಹೆಚ್ಚಾಗುತ್ತಿವೆ ಎಂಬ ಗುಮಾನಿಯೂ ಇದೆ. ಈ ಬಗ್ಗೆ ತಜ್ಞರ ಸಮಿತಿ ರಚಿಸಿ ವರದಿ ಪಡೆಯಲಾಗಿದ್ದು, ಕೋವಿಡ್ ಲಸಿಕೆಗೂ ಹೃದಯಾಘಾತಕ್ಕೂ ನೇರ ಸಂಬಂಧವಿಲ್ಲ ಎಂದು ವರದಿ ತಿಳಿಸಿದೆ. ಜನರು ನಿಯಮಿತ ಆರೋಗ್ಯ ತಪಾಸಣೆ ಮಾಡಿಸಿಕೊಳ್ಳಬೇಕು. ಜಂಕ್ ಫುಡ್, ಧೂಮಪಾನ, ಮದ್ಯಪಾನದಿಂದ ದೂರವಿರಬೇಕು. ತಾಲ್ಲೂಕು ಆಸ್ಪತ್ರೆಗಳಲ್ಲಿ ಇಸಿಜಿ ಸೌಲಭ್ಯ ಕಲ್ಪಿಸಲಾಗಿದ್ದು, ಸ್ಟೆಮಿ ಯೋಜನೆಯಡಿ ತುರ್ತು ಚಿಕಿತ್ಸೆ ನೀಡಲಾಗುತ್ತಿದೆ ಎಂದರು. ಸರ್ಕಾರ ಈ ನಿಟ್ಟಿನಲ್ಲಿ ಎಲ್ಲಾ ಅಗತ್ಯ ಕ್ರಮಗಳನ್ನು ಕೈಗೊಂಡಿದ್ದು, ಜನರು ಗೊಂದಲಕ್ಕೆ ಒಳಗಾಗಬಾರದು ಎಂದು ಮನವಿ ಮಾಡಿದರು. [13,340,329,634]
milk-dateline: ಬೆಂಗಳೂರು: [28,752,79,767]
sindhanur-body-continued: ಸಿಂಧನೂರು ತಾಲ್ಲೂಕಿನಲ್ಲಿ ಬೇಸಿಗೆ ಅವಧಿಯಲ್ಲಿ ವಿದ್ಯುತ್ ಬೇಡಿಕೆ ಹೆಚ್ಚಾಗುವುದರಿಂದ ಹೆಚ್ಚುವರಿ ಉಪಕೇಂದ್ರಗಳನ್ನು ಸ್ಥಾಪಿಸಲು ಕ್ರಮ ಕೈಗೊಳ್ಳಲಾಗಿದೆ. ರೈತರ ಪಂಪ್ ಸೆಟ್ಟುಗಳಿಗೆ ಗುಣಮಟ್ಟದ ವಿದ್ಯುತ್ ಪೂರೈಕೆಗೆ ಸರ್ಕಾರ ಬದ್ಧವಾಗಿದೆ ಎಂದು ತಿಳಿಸಿದರು. [795,1102,1183,1149]
paper-name-left: ಸಂಜೆ [1198,8,1255,48]
nanjangud-body: ನಂಜನಗೂಡು ತಾಲ್ಲೂಕು ಆಸ್ಪತ್ರೆಯಲ್ಲಿ ಟ್ರಾಮಾ ಕೇರ್ ಸೆಂಟರ್ ಗಳನ್ನು ಆರಂಭಿಸಲು ಉದ್ದೇಶಿಸಲಾಗಿದೆ ಎಂದು ಆರೋಗ್ಯ ಸಚಿವ ದಿನೇಶ್ ಗುಂಡೂರಾವ್ ತಿಳಿಸಿದರು. ರೂ. 10.00 ಕೋಟಿಗಳ ಅಂದಾಜು ಪ್ರಸ್ತಾವನೆಯನ್ನು ಪರಿಶೀಲಿಸಲಾಗುತ್ತಿದೆ. [1218,198,1509,262]
lead-headline-rule [13,230,1194,232]
hoskote-headline-box [340,570,787,652]
nanjangud-headline-line2: ಆಸ್ಪತ್ರೆಯಲ್ಲಿ ಟ್ರಾಮಾ ಸೆಂಟರ್ [1270,138,1457,162]
hostel-body: ಮೈಸೂರು ನಗರಾಭಿವೃದ್ಧಿ ಪ್ರಾಧಿಕಾರದ ವ್ಯಾಪ್ತಿಯಲ್ಲಿ ಬರುವ ವಸತಿ ಬಡಾವಣೆಗಳಿಗೆ ಮೂಲಭೂತ ಸೌಕರ್ಯ ಒದಗಿಸಲು ಕ್ರಮ ಕೈಗೊಳ್ಳಲಾಗುವುದು. Resident Welfare Association ರವರ ಸಹಕಾರದೊಂದಿಗೆ ನಿರ್ವಹಣೆ ಮಾಡಲಾಗುವುದು. 2025-26ನೇ ಸಾಲಿನ ಆಯವ್ಯಯದಲ್ಲಿ ಅಗತ್ಯ ಅನುದಾನ ಕೋರಲಾಗಿದೆ ಎಂದು ತಿಳಿಸಿದರು. [340,1292,785,1356]
court-respondents: Respondents : The Tahsildar & others [1234,1690,1419,1703]
order-commissioner: Asst. Commissioner [1407,2217,1504,2229]
milk-headline-line3: ವರ್ಗಾಯಿಸಲು ಸೂಚನೆ [13,714,188,742]
page-number: 3 [1457,0,1511,95]
column-rule-1 [333,240,334,1518]
column-rule-2 [790,240,791,1518]
nanjangud-story [1207,192,1521,849]
